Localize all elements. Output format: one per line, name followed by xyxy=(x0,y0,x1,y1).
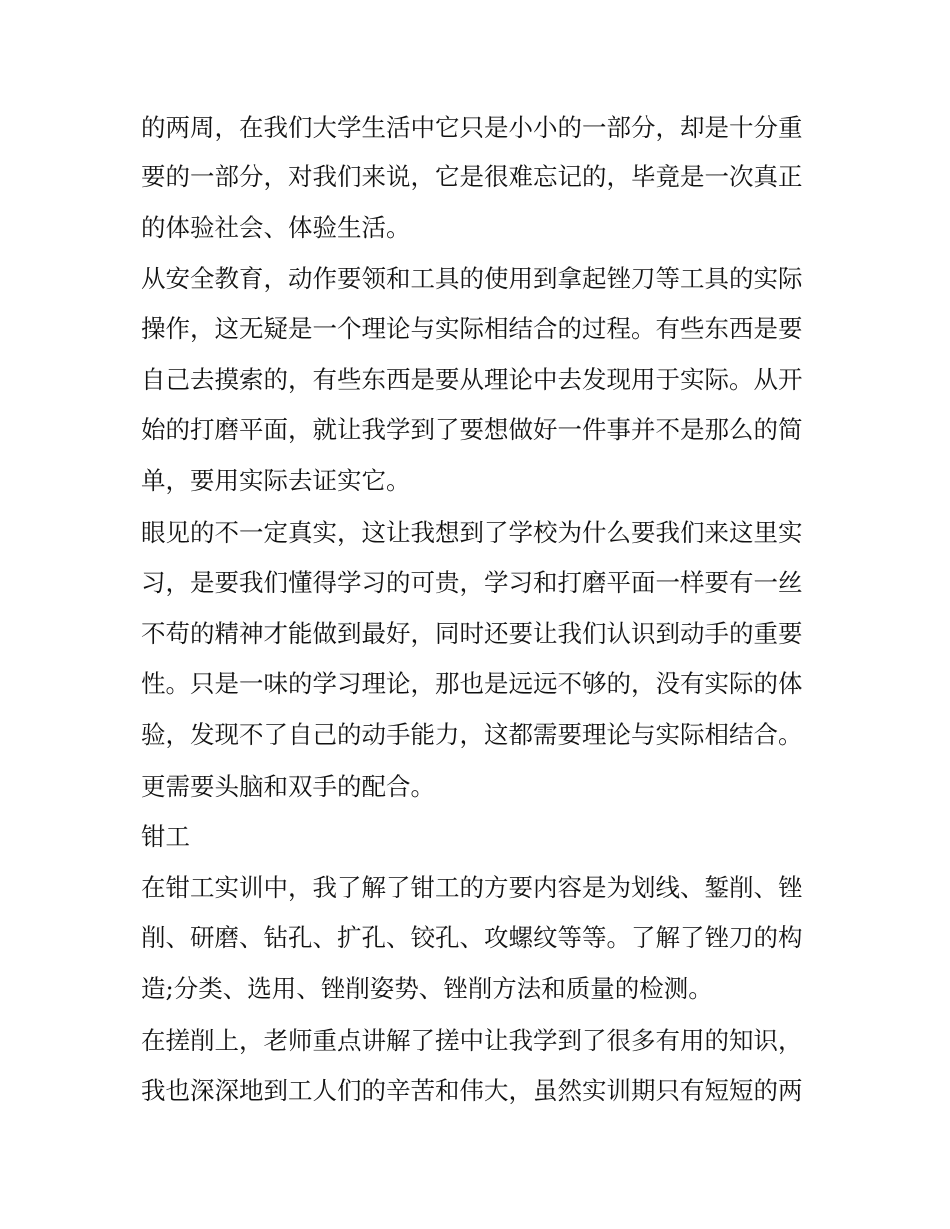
text-line: 验，发现不了自己的动手能力，这都需要理论与实际相结合。 xyxy=(141,720,803,749)
text-line: 的体验社会、体验生活。 xyxy=(141,213,411,242)
text-line: 削、研磨、钻孔、扩孔、铰孔、攻螺纹等等。了解了锉刀的构 xyxy=(141,923,803,952)
text-line: 眼见的不一定真实，这让我想到了学校为什么要我们来这里实 xyxy=(141,518,803,547)
text-line: 在搓削上，老师重点讲解了搓中让我学到了很多有用的知识， xyxy=(141,1026,803,1055)
text-line: 操作，这无疑是一个理论与实际相结合的过程。有些东西是要 xyxy=(141,314,803,343)
text-line: 单，要用实际去证实它。 xyxy=(141,466,411,495)
text-line: 我也深深地到工人们的辛苦和伟大，虽然实训期只有短短的两 xyxy=(141,1076,803,1105)
text-line: 性。只是一味的学习理论，那也是远远不够的，没有实际的体 xyxy=(141,669,803,698)
text-line: 始的打磨平面，就让我学到了要想做好一件事并不是那么的简 xyxy=(141,415,803,444)
text-line: 更需要头脑和双手的配合。 xyxy=(141,772,435,801)
text-line: 要的一部分，对我们来说，它是很难忘记的，毕竟是一次真正 xyxy=(141,162,803,191)
text-line: 在钳工实训中，我了解了钳工的方要内容是为划线、錾削、锉 xyxy=(141,873,803,902)
text-line: 造;分类、选用、锉削姿势、锉削方法和质量的检测。 xyxy=(141,974,713,1003)
text-line: 习，是要我们懂得学习的可贵，学习和打磨平面一样要有一丝 xyxy=(141,568,803,597)
text-line: 的两周，在我们大学生活中它只是小小的一部分，却是十分重 xyxy=(141,113,803,142)
section-heading: 钳工 xyxy=(141,822,190,851)
text-line: 不苟的精神才能做到最好，同时还要让我们认识到动手的重要 xyxy=(141,619,803,648)
text-line: 自己去摸索的，有些东西是要从理论中去发现用于实际。从开 xyxy=(141,365,803,394)
text-line: 从安全教育，动作要领和工具的使用到拿起锉刀等工具的实际 xyxy=(141,264,803,293)
